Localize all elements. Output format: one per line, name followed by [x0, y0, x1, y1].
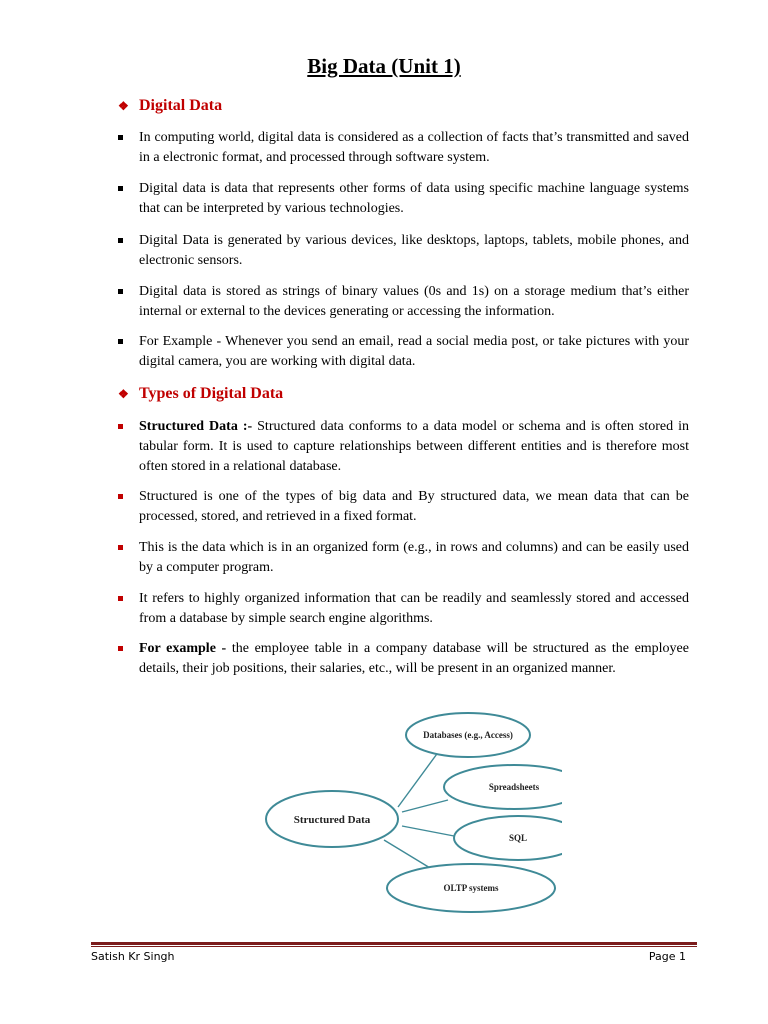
diamond-bullet-icon: ❖: [118, 99, 129, 113]
square-bullet-icon: [118, 339, 123, 344]
diagram-connector: [402, 826, 454, 836]
list-item-text: For Example - Whenever you send an email, read a social media post, or take pictures with your digital camera, you are working with digital data.: [139, 334, 689, 369]
footer-divider: [91, 942, 697, 945]
square-bullet-icon: [118, 646, 123, 651]
list-item-text: [139, 417, 689, 477]
diagram-node-label: OLTP systems: [443, 883, 499, 893]
square-bullet-icon: [118, 545, 123, 550]
diagram-center-label: Structured Data: [293, 814, 371, 826]
list-item-text: [139, 639, 689, 679]
page-title: Big Data (Unit 1): [307, 54, 461, 78]
square-bullet-icon: [118, 135, 123, 140]
diamond-bullet-icon: ❖: [118, 387, 129, 401]
list-item-text: Digital Data is generated by various devices, like desktops, laptops, tablets, mobile phones, and electronic sensors.: [139, 233, 689, 268]
section-heading-text: Digital Data: [139, 97, 223, 114]
square-bullet-icon: [118, 238, 123, 243]
list-item-text: Structured is one of the types of big data and By structured data, we mean data that can be processed, stored, and retrieved in a fixed format.: [139, 489, 689, 524]
section-heading-text: Types of Digital Data: [139, 385, 284, 402]
footer-author: Satish Kr Singh: [91, 950, 175, 963]
list-item-text: This is the data which is in an organized form (e.g., in rows and columns) and can be easily used by a computer program.: [139, 540, 689, 575]
footer-page-number: Page 1: [648, 950, 686, 963]
list-item-text: Digital data is data that represents other forms of data using specific machine language systems that can be interpreted by various technologies.: [139, 181, 689, 216]
square-bullet-icon: [118, 186, 123, 191]
list-item-text: It refers to highly organized information that can be readily and seamlessly stored and accessed from a database by simple search engine algorithms.: [139, 591, 689, 626]
square-bullet-icon: [118, 289, 123, 294]
square-bullet-icon: [118, 424, 123, 429]
square-bullet-icon: [118, 596, 123, 601]
list-item-lead: Structured Data :-: [139, 419, 258, 434]
diagram-connector: [402, 800, 448, 812]
list-item-lead: For example -: [139, 641, 232, 656]
diagram-node-label: Databases (e.g., Access): [423, 730, 513, 740]
diagram-node-label: Spreadsheets: [488, 782, 540, 792]
list-item-text: Digital data is stored as strings of binary values (0s and 1s) on a storage medium that’s either internal or external to the devices generating or accessing the information.: [139, 284, 689, 319]
square-bullet-icon: [118, 494, 123, 499]
structured-data-diagram: [262, 700, 562, 915]
list-item-text: In computing world, digital data is considered as a collection of facts that’s transmitted and saved in a electronic format, and processed through software system.: [139, 130, 689, 165]
diagram-node-label: SQL: [508, 833, 528, 843]
diagram-connector: [398, 747, 442, 807]
list-item-body: the employee table in a company database will be structured as the employee details, their job positions, their salaries, etc., will be present in an organized manner.: [139, 641, 689, 676]
footer-divider: [91, 946, 697, 947]
list-item-body: Structured data conforms to a data model or schema and is often stored in tabular form. It is used to capture relationships between different entities and is therefore most often stored in a relational database.: [139, 419, 689, 474]
